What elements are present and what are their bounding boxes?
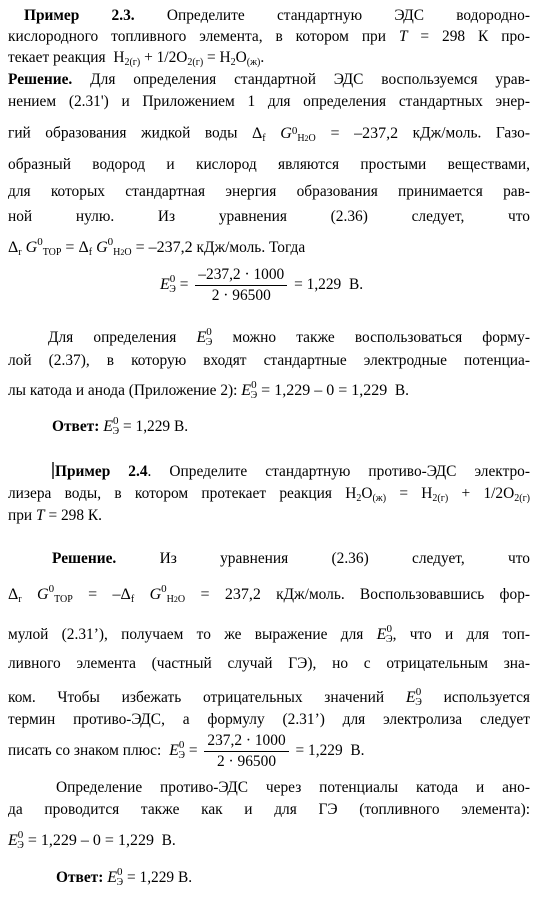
ex1-para-line-2 <box>8 351 530 370</box>
ex2-solution-line-7: писать со знаком плюс: $E^0_Э$ = $\frac{237,2 \cdot 1000}{2 \cdot 96500}$ = 1,229 В. <box>8 732 365 770</box>
ex1-line-2 <box>8 27 530 46</box>
ex2-sol-2b: кДж/моль. Воспользовавшись фор- <box>276 586 531 603</box>
ex1-p3a: лы катода и анода (Приложение 2): <box>8 382 238 399</box>
ex1-solution-line-5 <box>8 182 530 201</box>
ex2-sol-6: термин противо-ЭДС, а формулу (2.31’) для электролиза следует <box>8 711 530 728</box>
ex1-solution-line-2 <box>8 92 530 111</box>
ex1-title: Пример 2.3. <box>24 7 135 24</box>
ex1-solution-line-6 <box>8 207 530 226</box>
ex2-frac-unit: В. <box>350 742 365 760</box>
ex1-sol-7b: кДж/моль. Тогда <box>196 239 306 256</box>
ex2-solution-line-2 <box>8 580 530 609</box>
ex1-solution-line-1 <box>8 70 530 89</box>
ex1-eq-dfg: $\Delta_f$ $G^0_{H2O} = -237,2$ <box>251 124 399 144</box>
ex1-answer-value: = 1,229 В. <box>122 418 189 435</box>
ex2-formula-E: E <box>169 742 179 760</box>
ex1-sol-3b: кДж/моль. Газо- <box>412 124 530 142</box>
ex1-eq-drg: $\Delta_r$ $G^0_{TOP} = \Delta_f$ $G^0_{H2O} = -237,2$ <box>8 236 193 258</box>
ex1-frac-den: 2 · 96500 <box>211 287 271 304</box>
ex2-text-3b: = 298 К. <box>44 507 103 524</box>
ex1-para-line-1 <box>8 323 530 352</box>
ex1-formula: $E^0_Э$ = $\frac{-237,2 \cdot 1000}{2 \cdot 96500}$ = 1,229 В. <box>160 266 364 304</box>
ex2-T: T <box>36 507 45 524</box>
ex2-sol-4: ливного элемента (частный случай ГЭ), но с отрицательным зна- <box>8 655 530 672</box>
ex1-line-1 <box>8 6 530 25</box>
ex2-solution-line-6 <box>8 710 530 729</box>
ex1-answer <box>52 412 352 441</box>
ex1-sol-5: для которых стандартная энергия образования принимается рав- <box>8 183 530 200</box>
ex1-sol-1: Для определения стандартной ЭДС воспользуемся урав- <box>90 71 530 88</box>
ex1-p1a: Для определения <box>48 329 177 346</box>
ex2-para-line-1 <box>8 778 530 797</box>
ex2-sol-5b: используется <box>443 689 530 706</box>
ex2-para-line-2 <box>8 800 530 819</box>
ex1-text-1: Определите стандартную ЭДС водородно- <box>166 7 530 24</box>
ex2-answer-label: Ответ: <box>56 869 104 886</box>
ex1-frac-result: = 1,229 <box>294 276 342 294</box>
ex1-T: T <box>398 28 408 45</box>
ex1-answer-label: Ответ: <box>52 418 100 435</box>
ex2-solution-line-1 <box>8 549 530 568</box>
ex1-sol-6: ной нулю. Из уравнения (2.36) следует, что <box>8 208 530 225</box>
ex2-sol-1: Из уравнения (2.36) следует, что <box>159 550 530 567</box>
ex2-sol-5a: ком. Чтобы избежать отрицательных значений <box>8 689 385 706</box>
ex2-sol-3a: мулой (2.31’), получаем то же выражение для <box>8 626 364 643</box>
ex1-sol-2: нением (2.31') и Приложением 1 для определения стандартных энер- <box>8 93 530 110</box>
ex2-E0-b: $E^0_Э$ <box>405 686 422 708</box>
text-cursor <box>52 462 54 479</box>
ex2-solution-line-3 <box>8 620 530 649</box>
ex1-text-3: текает реакция <box>8 49 106 66</box>
ex2-text-3a: при <box>8 507 33 524</box>
ex2-solution-label: Решение. <box>52 550 117 567</box>
ex2-E0-a: $E^0_Э$ <box>376 623 393 645</box>
ex2-eq-drg: $\Delta_r$ $G^0_{TOP} = -\Delta_f$ $G^0_{H2O} = 237,2$ <box>8 583 261 605</box>
ex1-fraction <box>195 266 287 305</box>
ex2-fraction <box>204 732 288 771</box>
ex2-p2: да проводится также как и для ГЭ (топливного элемента): <box>8 801 530 818</box>
ex2-frac-result: = 1,229 <box>295 742 343 760</box>
ex1-p3-eq: $E^0_Э = 1,229 - 0 = 1,229$ <box>241 379 388 401</box>
ex1-p3b: В. <box>394 382 410 399</box>
ex1-p1b: можно также воспользоваться форму- <box>232 329 530 346</box>
ex2-text-2a: лизера воды, в котором протекает реакция <box>8 485 332 502</box>
ex2-solution-line-5 <box>8 683 530 712</box>
ex1-answer-E: $E^0_Э$ <box>103 415 120 437</box>
ex1-p2: лой (2.37), в которую входят стандартные электродные потенциа- <box>8 352 530 369</box>
ex2-line-2 <box>8 484 530 508</box>
ex2-line-1 <box>8 462 530 481</box>
ex1-sol-4: образный водород и кислород являются простыми веществами, <box>8 156 530 173</box>
ex1-solution-line-7 <box>8 233 530 262</box>
ex1-frac-unit: В. <box>348 276 364 294</box>
ex2-line-3 <box>8 506 530 525</box>
ex1-solution-label: Решение. <box>8 71 73 88</box>
ex1-reaction: $H_{2(г)} + 1/2O_{2(г)} = H_2O_{(ж)}$. <box>113 49 265 68</box>
ex2-title: Пример 2.4 <box>55 463 148 480</box>
ex1-text-2b: = 298 К про- <box>407 28 530 45</box>
ex1-formula-E: E <box>160 276 170 294</box>
ex2-sol-3b: , что и для топ- <box>392 626 530 643</box>
ex1-solution-line-3 <box>8 122 530 148</box>
ex2-frac-den: 2 · 96500 <box>217 753 277 770</box>
ex1-frac-num: –237,2 · 1000 <box>195 266 287 286</box>
ex2-para-line-3 <box>8 826 530 855</box>
ex1-sol-3a: гий образования жидкой воды <box>8 124 238 142</box>
ex2-answer-value: = 1,229 В. <box>126 869 193 886</box>
ex1-line-3 <box>8 48 530 72</box>
ex1-solution-line-4 <box>8 155 530 174</box>
ex2-sol-7a: писать со знаком плюс: <box>8 742 162 760</box>
ex2-p3b: В. <box>161 832 176 849</box>
ex2-solution-line-4 <box>8 654 530 673</box>
ex2-text-1: . Определите стандартную противо-ЭДС электро- <box>147 463 530 480</box>
ex1-text-2: кислородного топливного элемента, в котором при <box>8 28 386 45</box>
ex2-frac-num: 237,2 · 1000 <box>204 732 288 752</box>
ex2-p3-eq: $E^0_Э = 1,229 - 0 = 1,229$ <box>8 829 154 851</box>
ex2-reaction: $H_2O_{(ж)} = H_{2(г)} + 1/2O_{2(г)}$ <box>345 485 530 504</box>
ex2-answer <box>56 863 356 892</box>
ex2-p1: Определение противо-ЭДС через потенциалы катода и ано- <box>56 779 530 796</box>
ex2-answer-E: $E^0_Э$ <box>107 866 124 888</box>
ex1-E0: $E^0_Э$ <box>196 326 213 348</box>
ex1-para-line-3 <box>8 376 530 405</box>
